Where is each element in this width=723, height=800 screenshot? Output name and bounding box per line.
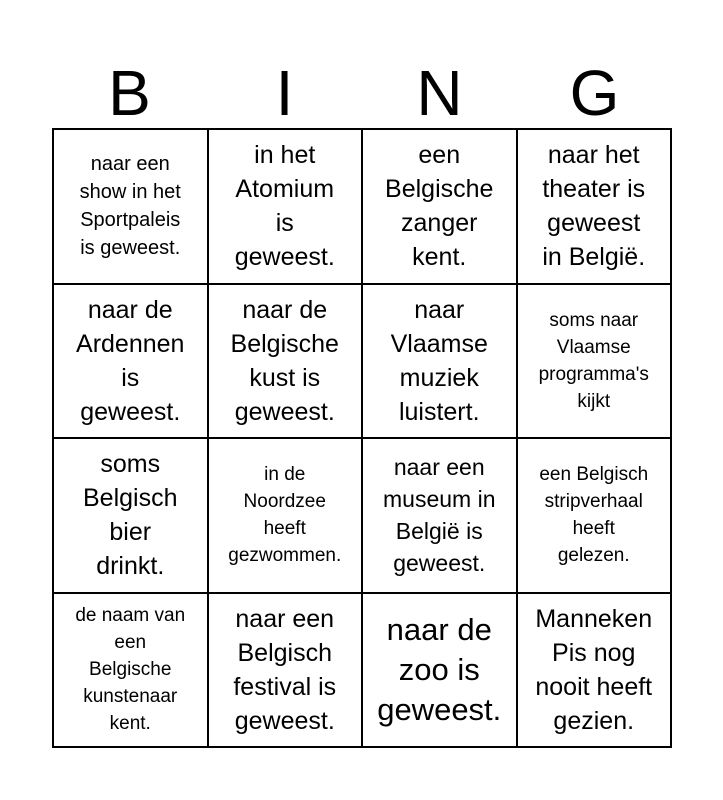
cell-text: soms naar Vlaamse programma's kijkt (538, 309, 649, 412)
header-letter-i: I (275, 57, 294, 129)
cell-text: een Belgische zanger kent. (385, 141, 494, 272)
cell-text: naar de Belgische kust is geweest. (230, 295, 339, 426)
bingo-cell-r3c1[interactable] (53, 438, 208, 593)
bingo-cell-r4c3[interactable] (362, 593, 517, 748)
bingo-header (52, 58, 672, 128)
bingo-cell-r4c4[interactable] (517, 593, 672, 748)
bingo-cell-r2c2[interactable] (208, 284, 363, 439)
bingo-cell-r3c3[interactable] (362, 438, 517, 593)
bingo-cell-r3c4[interactable] (517, 438, 672, 593)
cell-text: naar Vlaamse muziek luistert. (390, 295, 488, 426)
bingo-cell-r1c4[interactable] (517, 129, 672, 284)
cell-text: een Belgisch stripverhaal heeft gelezen. (539, 464, 649, 567)
bingo-cell-r1c3[interactable] (362, 129, 517, 284)
cell-text: naar de zoo is geweest. (377, 611, 502, 727)
cell-text: naar een museum in België is geweest. (383, 454, 496, 577)
bingo-board (52, 128, 672, 748)
cell-text: naar de Ardennen is geweest. (76, 295, 185, 426)
header-letter-b: B (108, 57, 151, 129)
cell-text: naar een Belgisch festival is geweest. (233, 604, 337, 735)
cell-text: de naam van een Belgische kunstenaar kent. (75, 605, 186, 735)
bingo-cell-r2c1[interactable] (53, 284, 208, 439)
bingo-cell-r2c3[interactable] (362, 284, 517, 439)
cell-text: in het Atomium is geweest. (234, 141, 335, 272)
cell-text: in de Noordzee heeft gezwommen. (228, 464, 342, 567)
header-letter-n: N (416, 57, 463, 129)
cell-text: Manneken Pis nog nooit heeft gezien. (535, 604, 653, 735)
bingo-cell-r2c4[interactable] (517, 284, 672, 439)
header-letter-g: G (569, 57, 620, 129)
cell-text: naar een show in het Sportpaleis is geweest. (79, 153, 181, 260)
bingo-cell-r4c2[interactable] (208, 593, 363, 748)
cell-text: soms Belgisch bier drinkt. (83, 450, 178, 581)
bingo-cell-r1c1[interactable] (53, 129, 208, 284)
bingo-cell-r4c1[interactable] (53, 593, 208, 748)
bingo-cell-r3c2[interactable] (208, 438, 363, 593)
cell-text: naar het theater is geweest in België. (542, 141, 646, 272)
bingo-cell-r1c2[interactable] (208, 129, 363, 284)
